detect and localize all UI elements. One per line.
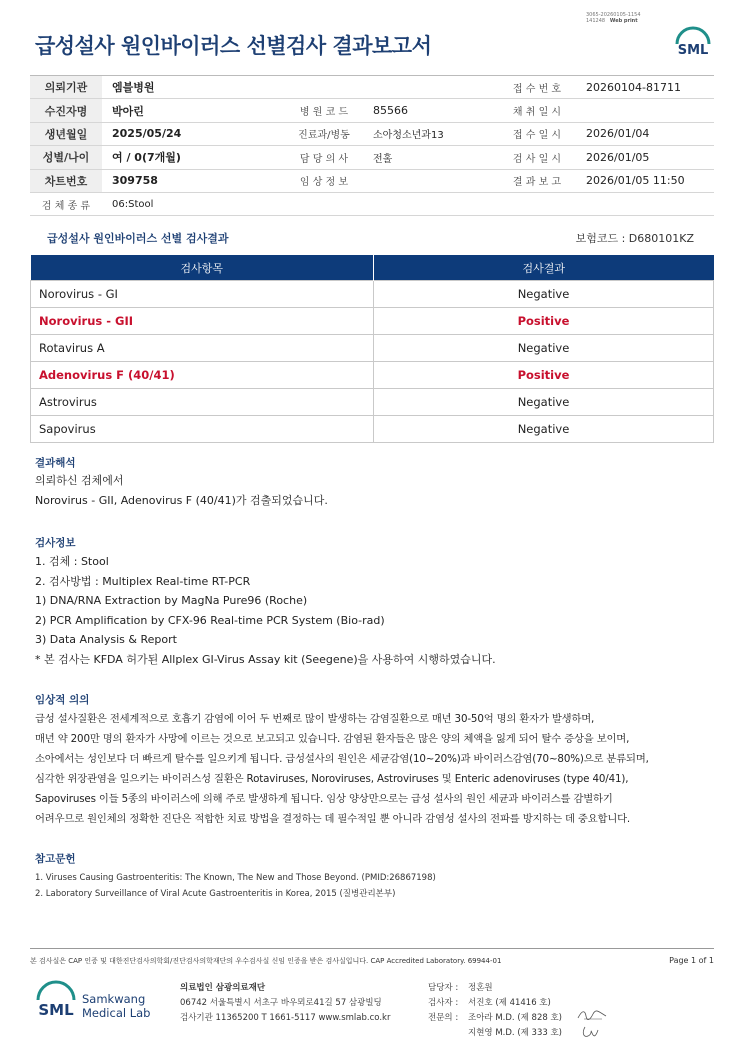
- staff-role: 전문의 :: [428, 1013, 459, 1023]
- references-heading: 참고문헌: [35, 853, 76, 865]
- sex-age-value: 여 / 0(7개월): [102, 146, 285, 169]
- clinical-value: [363, 169, 498, 192]
- page-number: Page 1 of 1: [669, 956, 714, 965]
- collect-label: 채 취 일 시: [498, 99, 576, 122]
- receipt-no-value: 20260104-81711: [576, 76, 714, 99]
- test-info-line: 1) DNA/RNA Extraction by MagNa Pure96 (Roche): [35, 594, 308, 607]
- test-info-heading: 검사정보: [35, 537, 76, 549]
- test-info-line: 3) Data Analysis & Report: [35, 633, 177, 646]
- result-row: [31, 389, 714, 416]
- institution-info: [180, 981, 390, 1026]
- report-label: 결 과 보 고: [498, 169, 576, 192]
- chart-label: 차트번호: [30, 169, 102, 192]
- test-info-line: 2. 검사방법 : Multiplex Real-time RT-PCR: [35, 574, 251, 588]
- signature-1: [576, 1008, 608, 1022]
- references-list: [35, 870, 436, 902]
- interpretation-line: 의뢰하신 검체에서: [35, 474, 124, 487]
- result-row: [31, 416, 714, 443]
- test-date-label: 검 사 일 시: [498, 146, 576, 169]
- patient-label: 수진자명: [30, 99, 102, 122]
- footer-divider: [30, 948, 714, 949]
- interpretation-text: [35, 471, 328, 511]
- hosp-code-label: 병 원 코 드: [285, 99, 363, 122]
- staff-role: 담당자 :: [428, 983, 459, 993]
- result-row: [31, 308, 714, 335]
- accreditation-note: 본 검사실은 CAP 인증 및 대한진단검사의학회/진단검사의학재단의 우수검사실 신임 인증을 받은 검사실입니다. CAP Accredited Laboratory. 69944-01: [30, 957, 502, 965]
- chart-value: 309758: [102, 169, 285, 192]
- staff-row: [428, 981, 562, 996]
- document-code: 3065-20260105-1154 141248 Web print: [586, 12, 641, 24]
- clinical-line: 심각한 위장관염을 일으키는 바이러스성 질환은 Rotaviruses, Noroviruses, Astroviruses 및 Enteric adenoviruses (type 40/41),: [35, 773, 629, 785]
- result-row: [31, 335, 714, 362]
- institution-name: 의료법인 삼광의료재단: [180, 983, 266, 993]
- result-item: Astrovirus: [31, 389, 374, 416]
- doctor-label: 담 당 의 사: [285, 146, 363, 169]
- receipt-no-label: 접 수 번 호: [498, 76, 576, 99]
- reference-item: 1. Viruses Causing Gastroenteritis: The Known, The New and Those Beyond. (PMID:26867198): [35, 873, 436, 883]
- clinical-line: 어려우므로 원인체의 정확한 진단은 적합한 치료 방법을 결정하는 데 필수적일 뿐 아니라 감염성 설사의 전파를 방지하는 데 중요합니다.: [35, 813, 631, 825]
- receipt-date-label: 접 수 일 시: [498, 122, 576, 145]
- clinical-line: Sapoviruses 이들 5종의 바이러스에 의해 주로 발생하게 됩니다. 임상 양상만으로는 급성 설사의 원인 세균과 바이러스를 감별하기: [35, 793, 613, 805]
- staff-name: 정혼원: [468, 983, 493, 993]
- result-item: Norovirus - GII: [31, 308, 374, 335]
- test-info-text: [35, 552, 496, 669]
- dob-label: 생년월일: [30, 122, 102, 145]
- dept-value: 소아청소년과13: [363, 122, 498, 145]
- samkwang-logo-line1: Samkwang: [82, 992, 146, 1006]
- clinical-line: 소아에서는 성인보다 더 빠르게 탈수를 일으키게 됩니다. 급성설사의 원인은 세균감염(10~20%)과 바이러스감염(70~80%)으로 분류되며,: [35, 753, 649, 765]
- clinical-line: 급성 설사질환은 전세계적으로 호흡기 감염에 이어 두 번째로 많이 발생하는 감염질환으로 매년 30-50억 명의 환자가 발생하며,: [35, 713, 595, 725]
- hosp-code-value: 85566: [363, 99, 498, 122]
- result-row: [31, 281, 714, 308]
- institution-contact: 검사기관 11365200 T 1661-5117 www.smlab.co.kr: [180, 1013, 391, 1023]
- dept-label: 진료과/병동: [285, 122, 363, 145]
- result-value: Positive: [374, 362, 714, 389]
- report-title: 급성설사 원인바이러스 선별검사 결과보고서: [35, 34, 432, 58]
- samkwang-logo-line2: Medical Lab: [82, 1006, 151, 1020]
- clinical-heading: 임상적 의의: [35, 694, 90, 706]
- results-section-title: 급성설사 원인바이러스 선별 검사결과: [47, 232, 229, 245]
- insurance-code: 보험코드 : D680101KZ: [575, 232, 694, 245]
- doctor-value: 전홀: [363, 146, 498, 169]
- specimen-value: 06:Stool: [102, 192, 714, 215]
- col-header-result: 검사결과: [374, 255, 714, 281]
- result-value: Negative: [374, 335, 714, 362]
- receipt-date-value: 2026/01/04: [576, 122, 714, 145]
- result-value: Positive: [374, 308, 714, 335]
- requester-label: 의뢰기관: [30, 76, 102, 99]
- clinical-text: [35, 709, 649, 829]
- collect-value: [576, 99, 714, 122]
- staff-row: [428, 996, 562, 1011]
- col-header-item: 검사항목: [31, 255, 374, 281]
- institution-address: 06742 서울특별시 서초구 바우뫼로41길 57 삼광빌딩: [180, 998, 382, 1008]
- sex-age-label: 성별/나이: [30, 146, 102, 169]
- test-info-line: 2) PCR Amplification by CFX-96 Real-time PCR System (Bio-rad): [35, 613, 385, 627]
- staff-name: 지현영 M.D. (제 333 호): [468, 1028, 563, 1038]
- result-value: Negative: [374, 416, 714, 443]
- clinical-label: 임 상 정 보: [285, 169, 363, 192]
- result-row: [31, 362, 714, 389]
- results-table: [30, 255, 714, 443]
- sml-logo: [672, 26, 714, 64]
- specimen-label: 검 체 종 류: [30, 192, 102, 215]
- staff-name: 조아라 M.D. (제 828 호): [468, 1013, 563, 1023]
- result-value: Negative: [374, 281, 714, 308]
- staff-name: 서진호 (제 41416 호): [468, 998, 551, 1008]
- samkwang-logo: [36, 980, 156, 1026]
- report-value: 2026/01/05 11:50: [576, 169, 714, 192]
- staff-row: [428, 1011, 562, 1026]
- dob-value: 2025/05/24: [102, 122, 285, 145]
- staff-list: [428, 981, 562, 1041]
- samkwang-logo-mark: SML: [38, 1001, 74, 1019]
- result-item: Sapovirus: [31, 416, 374, 443]
- interpretation-line: Norovirus - GII, Adenovirus F (40/41)가 검출되었습니다.: [35, 494, 328, 507]
- patient-info-table: [30, 75, 714, 216]
- reference-item: 2. Laboratory Surveillance of Viral Acute Gastroenteritis in Korea, 2015 (질병관리본부): [35, 889, 396, 899]
- clinical-line: 매년 약 200만 명의 환자가 사망에 이르는 것으로 보고되고 있습니다. 감염된 환자들은 많은 양의 체액을 잃게 되어 탈수 증상을 보이며,: [35, 733, 630, 745]
- test-date-value: 2026/01/05: [576, 146, 714, 169]
- patient-value: 박아린: [102, 99, 285, 122]
- result-item: Adenovirus F (40/41): [31, 362, 374, 389]
- sml-logo-text: SML: [677, 43, 709, 58]
- staff-role: 검사자 :: [428, 998, 459, 1008]
- requester-value: 엠블병원: [102, 76, 498, 99]
- result-value: Negative: [374, 389, 714, 416]
- result-item: Rotavirus A: [31, 335, 374, 362]
- staff-row: [428, 1026, 562, 1041]
- result-item: Norovirus - GI: [31, 281, 374, 308]
- test-info-line: 1. 검체 : Stool: [35, 555, 109, 568]
- interpretation-heading: 결과해석: [35, 457, 76, 469]
- signature-2: [580, 1024, 600, 1040]
- test-info-line: * 본 검사는 KFDA 허가된 Allplex GI-Virus Assay kit (Seegene)을 사용하여 시행하였습니다.: [35, 652, 496, 666]
